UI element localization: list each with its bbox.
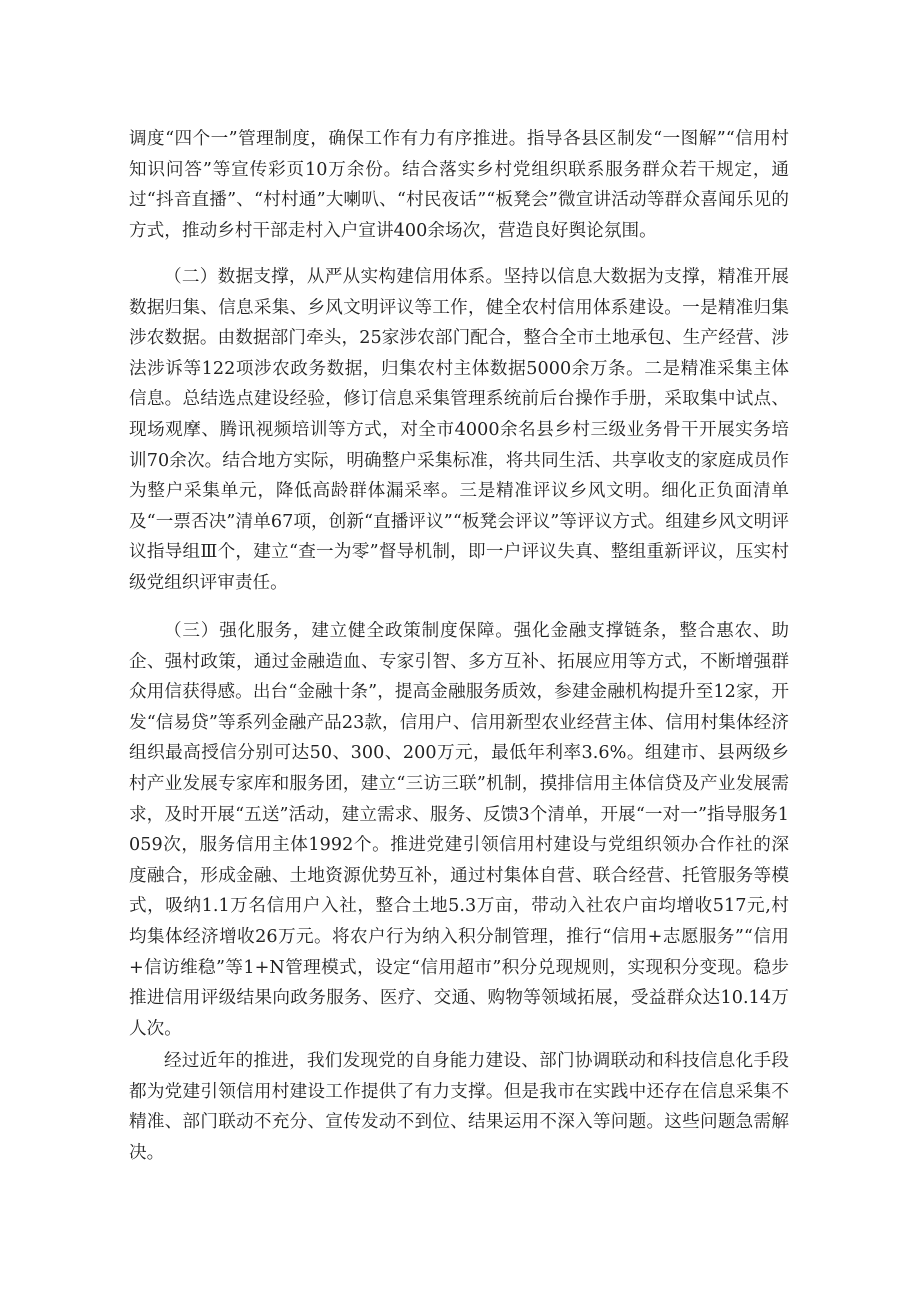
- paragraph-data-support: （二）数据支撑，从严从实构建信用体系。坚持以信息大数据为支撑，精准开展数据归集、信息采集、乡风文明评议等工作，健全农村信用体系建设。一是精准归集涉农数据。由数据部门牵头，25家涉农部门配合，整合全市土地承包、生产经营、涉法涉诉等122项涉农政务数据，归集农村主体数据5000余万条。二是精准采集主体信息。总结选点建设经验，修订信息采集管理系统前后台操作手册，采取集中试点、现场观摩、腾讯视频培训等方式，对全市4000余名县乡村三级业务骨干开展实务培训70余次。结合地方实际，明确整户采集标准，将共同生活、共享收支的家庭成员作为整户采集单元，降低高龄群体漏采率。三是精准评议乡风文明。细化正负面清单及“一票否决”清单67项，创新“直播评议”“板凳会评议”等评议方式。组建乡风文明评议指导组Ⅲ个，建立“查一为零”督导机制，即一户评议失真、整组重新评议，压实村级党组织评审责任。: [129, 267, 789, 593]
- paragraph-summary: 经过近年的推进，我们发现党的自身能力建设、部门协调联动和科技信息化手段都为党建引领信用村建设工作提供了有力支撑。但是我市在实践中还存在信息采集不精准、部门联动不充分、宣传发动不到位、结果运用不深入等问题。这些问题急需解决。: [129, 1051, 789, 1163]
- paragraph-publicity: 调度“四个一”管理制度，确保工作有力有序推进。指导各县区制发“一图解”“信用村知识问答”等宣传彩页10万余份。结合落实乡村党组织联系服务群众若干规定，通过“抖音直播”、“村村通”大喇叭、“村民夜话”“板凳会”微宣讲活动等群众喜闻乐见的方式，推动乡村干部走村入户宣讲400余场次，营造良好舆论氛围。: [129, 129, 789, 241]
- paragraph-service-support: （三）强化服务，建立健全政策制度保障。强化金融支撑链条，整合惠农、助企、强村政策，通过金融造血、专家引智、多方互补、拓展应用等方式，不断增强群众用信获得感。出台“金融十条”，提高金融服务质效，参建金融机构提升至12家，开发“信易贷”等系列金融产品23款，信用户、信用新型农业经营主体、信用村集体经济组织最高授信分别可达50、300、200万元，最低年利率3.6%。组建市、县两级乡村产业发展专家库和服务团，建立“三访三联”机制，摸排信用主体信贷及产业发展需求，及时开展“五送”活动，建立需求、服务、反馈3个清单，开展“一对一”指导服务1059次，服务信用主体1992个。推进党建引领信用村建设与党组织领办合作社的深度融合，形成金融、土地资源优势互补，通过村集体自营、联合经营、托管服务等模式，吸纳1.1万名信用户入社，整合土地5.3万亩，带动入社农户亩均增收517元,村均集体经济增收26万元。将农户行为纳入积分制管理，推行“信用+志愿服务”“信用+信访维稳”等1+N管理模式，设定“信用超市”积分兑现规则，实现积分变现。稳步推进信用评级结果向政务服务、医疗、交通、购物等领域拓展，受益群众达10.14万人次。: [129, 621, 789, 1039]
